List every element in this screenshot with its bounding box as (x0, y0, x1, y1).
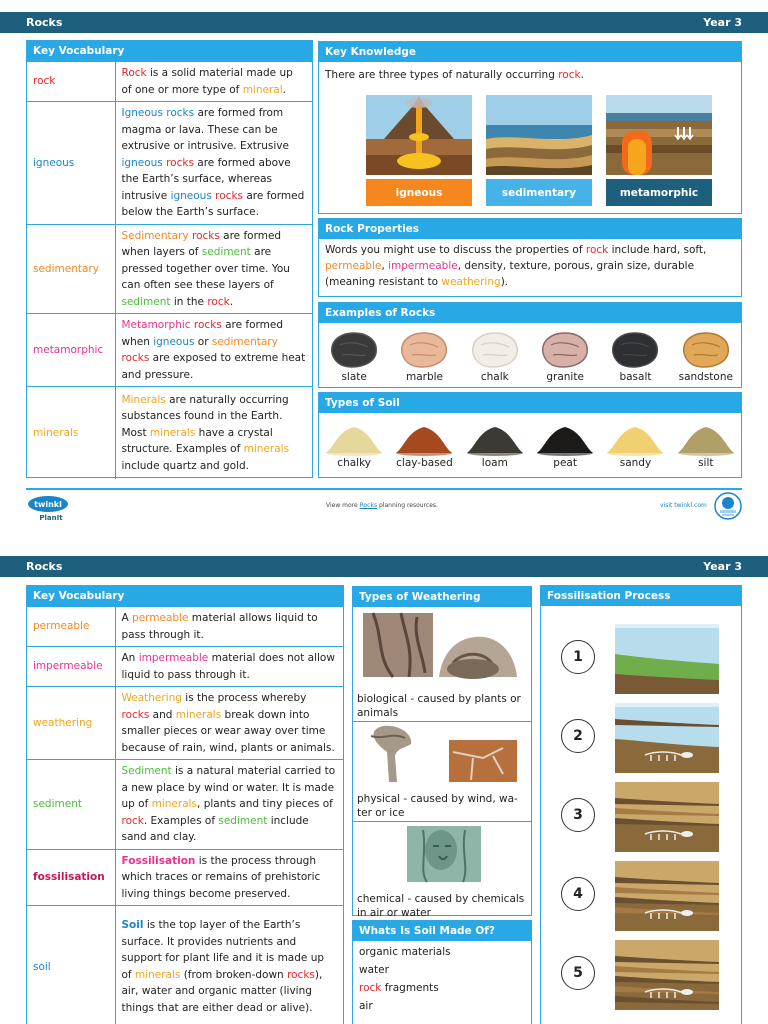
text-run: Weathering (121, 692, 182, 704)
text-run: . Examples of (143, 814, 219, 827)
key-knowledge-text (319, 62, 741, 88)
weathering-biological (353, 607, 531, 721)
text-run: rock (585, 244, 609, 256)
page1-footer (26, 488, 742, 524)
label-igneous: igneous (366, 179, 472, 206)
soil-type-chalky (324, 417, 384, 469)
vocab-definition (115, 607, 343, 647)
vocab-row (27, 607, 343, 647)
soil-type-label: loam (481, 457, 508, 469)
sedimentary-layers-image (486, 95, 592, 175)
soil-loam-icon (465, 417, 525, 457)
text-run: ), air, water and organic matter (living things that are either dead or alive). (121, 968, 323, 1014)
igneous-volcano-image (366, 95, 472, 175)
fossil-step-4 (541, 857, 741, 933)
examples-of-rocks-panel (318, 302, 742, 388)
logo-planit-text: PlanIt (39, 514, 63, 522)
text-run: sediment (218, 814, 268, 827)
vocab-term-metamorphic: metamorphic (27, 314, 115, 387)
fossil-step-number: 5 (561, 956, 595, 990)
vocab-table (27, 61, 312, 479)
rock-example-label: basalt (619, 371, 652, 383)
page1-banner (0, 12, 768, 33)
text-run: are formed above the Earth’s surface, whereas intrusive (121, 156, 291, 202)
text-run: Igneous rocks (121, 107, 195, 119)
rock-example-label: marble (405, 371, 443, 383)
types-of-weathering-panel (352, 586, 532, 919)
page1-key-vocabulary (26, 40, 313, 478)
rock-example-label: slate (341, 371, 367, 383)
rock-example-marble (394, 327, 454, 383)
text-run: are formed when (121, 319, 284, 348)
rock-example-granite (535, 327, 595, 383)
text-run: in the (170, 295, 208, 308)
text-run: minerals (175, 708, 222, 721)
fossil-step-5 (541, 936, 741, 1012)
rock-marble-icon (396, 327, 452, 371)
text-run: igneous (170, 189, 212, 202)
text-run: is the process whereby (181, 692, 307, 704)
soil-component (353, 961, 531, 979)
text-run: , (381, 260, 389, 272)
fossil-step-number: 1 (561, 640, 595, 674)
text-run: are formed when layers of (121, 229, 282, 258)
vocab-term-igneous: igneous (27, 102, 115, 225)
text-run: There are three types of naturally occurring (325, 69, 559, 81)
label-metamorphic: metamorphic (606, 179, 712, 206)
text-run: include sand and clay. (121, 814, 309, 843)
text-run: . (229, 295, 234, 308)
weathering-chemical (353, 821, 531, 919)
fossil-step-number: 3 (561, 798, 595, 832)
text-run: sediment (121, 295, 171, 308)
text-run: mineral (242, 83, 283, 96)
rock-example-slate (324, 327, 384, 383)
text-run: or (194, 335, 212, 348)
text-run: minerals (134, 968, 181, 981)
chemical-weathering-image (353, 822, 531, 886)
rock-example-chalk (465, 327, 525, 383)
metamorphic-heat-image (606, 95, 712, 175)
text-run: include quartz and gold. (121, 459, 250, 472)
page1-year: Year 3 (703, 16, 742, 29)
fossil-step-image (615, 782, 719, 852)
vocab-row (27, 687, 343, 760)
types-of-soil-panel (318, 392, 742, 478)
vocab-row (27, 647, 343, 687)
soil-type-label: clay-based (396, 457, 453, 469)
examples-of-rocks-header: Examples of Rocks (319, 303, 741, 323)
text-run: sediment (201, 246, 251, 258)
text-run: are formed below the Earth’s surface. (121, 189, 305, 218)
soil-type-silt (676, 417, 736, 469)
text-run: air (359, 1000, 373, 1012)
types-of-soil-header: Types of Soil (319, 393, 741, 413)
fossil-step-number: 2 (561, 719, 595, 753)
fossil-step-3 (541, 778, 741, 854)
page2-key-vocabulary (26, 585, 344, 1024)
vocab-definition (115, 62, 312, 102)
weathering-text-chemical: chemical - caused by chemicals in air or water (357, 893, 525, 919)
soil-type-clay-based (394, 417, 454, 469)
text-run: is a natural material carried to a new place by wind or water. It is made up of (121, 765, 336, 810)
text-run: rocks (191, 229, 220, 242)
fossil-step-image (615, 861, 719, 931)
text-run: Sediment (121, 765, 172, 777)
label-sedimentary: sedimentary (486, 179, 592, 206)
view-more-suffix: planning resources. (377, 502, 438, 509)
vocab-term-soil: soil (27, 906, 115, 1024)
text-run: Metamorphic (121, 319, 191, 331)
physical-weathering-image (353, 722, 531, 786)
vocab-term-permeable: permeable (27, 607, 115, 647)
text-run: rocks (215, 189, 243, 202)
rock-type-sedimentary (486, 95, 592, 206)
view-more-text (326, 502, 438, 509)
text-run: rock (359, 982, 382, 994)
vocab-row (27, 314, 312, 387)
vocab-definition (115, 760, 343, 850)
page2-title: Rocks (26, 560, 63, 573)
text-run: . (580, 69, 584, 81)
vocab-definition (115, 314, 312, 387)
key-vocabulary-header-2: Key Vocabulary (27, 586, 343, 606)
text-run: impermeable (388, 260, 458, 272)
visit-twinkl-link[interactable]: visit twinkl.com (660, 502, 707, 509)
text-run: water (359, 964, 389, 976)
key-vocabulary-header: Key Vocabulary (27, 41, 312, 61)
soil-component (353, 979, 531, 997)
rock-examples-list (319, 323, 741, 383)
view-more-prefix: View more (326, 502, 360, 509)
text-run: are exposed to extreme heat and pressure. (121, 352, 306, 381)
vocab-definition (115, 224, 312, 314)
text-run: (from broken-down (180, 968, 288, 981)
soil-made-of-header: Whats Is Soil Made Of? (353, 921, 531, 941)
twinkl-planit-logo[interactable] (26, 494, 70, 522)
text-run: fragments (381, 982, 439, 994)
text-run: is a solid material made up of one or more type of (121, 67, 293, 96)
rock-slate-icon (326, 327, 382, 371)
vocab-row (27, 62, 312, 102)
text-run: is the process through which traces or remains of prehistoric living things become preserved. (121, 854, 321, 900)
soil-clay-based-icon (394, 417, 454, 457)
soil-type-loam (465, 417, 525, 469)
text-run: is the top layer of the Earth’s surface. It provides nutrients and support for plant life and it is made up of (121, 919, 325, 981)
fossilisation-process-header: Fossilisation Process (541, 586, 741, 606)
vocab-definition (115, 102, 312, 225)
logo-twinkl-text: twinkl (34, 500, 62, 509)
soil-chalky-icon (324, 417, 384, 457)
soil-types-list (319, 413, 741, 469)
text-run: rock (207, 295, 230, 308)
vocab-row (27, 387, 312, 479)
vocab-term-rock: rock (27, 62, 115, 102)
text-run: Sedimentary (121, 229, 189, 242)
text-run: , plants and tiny pieces of (197, 798, 333, 810)
soil-peat-icon (535, 417, 595, 457)
rock-type-igneous (366, 95, 472, 206)
vocab-row (27, 102, 312, 225)
vocab-term-fossilisation: fossilisation (27, 849, 115, 906)
fossil-step-image (615, 940, 719, 1010)
vocab-term-sediment: sediment (27, 760, 115, 850)
text-run: impermeable (138, 652, 209, 664)
soil-component (353, 943, 531, 961)
quality-badge-icon (714, 492, 742, 520)
view-more-link[interactable]: Rocks (359, 502, 378, 509)
text-run: are formed from magma or lava. These can be extrusive or intrusive. Extrusive (121, 107, 289, 152)
page1-title: Rocks (26, 16, 63, 29)
soil-type-label: peat (553, 457, 577, 469)
soil-type-label: sandy (619, 457, 652, 469)
page2-year: Year 3 (703, 560, 742, 573)
rock-basalt-icon (607, 327, 663, 371)
text-run: minerals (243, 443, 290, 455)
rock-example-basalt (605, 327, 665, 383)
vocab-row (27, 224, 312, 314)
vocab-definition (115, 849, 343, 906)
vocab-definition (115, 906, 343, 1024)
text-run: material does not allow liquid to pass through it. (121, 652, 335, 681)
text-run: weathering (441, 276, 501, 288)
vocab-term-weathering: weathering (27, 687, 115, 760)
rock-example-sandstone (676, 327, 736, 383)
vocab-row (27, 906, 343, 1024)
text-run: permeable (132, 612, 189, 624)
fossil-step-image (615, 624, 719, 694)
text-run: sedimentary (211, 335, 278, 348)
vocab-row (27, 760, 343, 850)
text-run: Soil (121, 919, 144, 932)
rock-example-label: chalk (480, 371, 509, 383)
soil-sandy-icon (605, 417, 665, 457)
fossil-step-number: 4 (561, 877, 595, 911)
soil-type-label: chalky (337, 457, 371, 469)
vocab-term-impermeable: impermeable (27, 647, 115, 687)
text-run: have a crystal structure. Examples of (121, 426, 273, 455)
rock-granite-icon (537, 327, 593, 371)
text-run: igneous (153, 335, 195, 348)
soil-silt-icon (676, 417, 736, 457)
fossil-step-1 (541, 620, 741, 696)
text-run: break down into smaller pieces or wear away over time because of rain, wind, plants or animals. (121, 708, 335, 754)
rock-type-metamorphic (606, 95, 712, 206)
rock-properties-panel (318, 218, 742, 297)
vocab-definition (115, 687, 343, 760)
page2-banner (0, 556, 768, 577)
soil-made-of-panel (352, 920, 532, 1024)
text-run: are pressed together over time. You can often see these layers of (121, 246, 290, 291)
weathering-text-biological: biological - caused by plants or animals (357, 693, 521, 719)
text-run: , density, texture, porous, grain size, durable (meaning resistant to (325, 260, 695, 288)
rock-sandstone-icon (678, 327, 734, 371)
text-run: minerals (149, 426, 196, 439)
text-run: Minerals (121, 393, 166, 406)
text-run: rocks (166, 156, 194, 169)
soil-components-list (353, 941, 531, 1015)
text-run: . (282, 83, 286, 96)
text-run: Words you might use to discuss the properties of (325, 244, 586, 256)
rock-properties-text (319, 239, 741, 295)
text-run: A (121, 612, 133, 624)
soil-type-peat (535, 417, 595, 469)
soil-component (353, 997, 531, 1015)
biological-weathering-image (353, 607, 531, 687)
types-of-weathering-header: Types of Weathering (353, 587, 531, 607)
fossilisation-process-panel (540, 585, 742, 1024)
text-run: and (149, 708, 176, 721)
text-run: rocks (121, 352, 150, 364)
vocab-definition (115, 387, 312, 479)
text-run: rocks (287, 968, 315, 981)
text-run: organic materials (359, 946, 451, 958)
vocab-row (27, 849, 343, 906)
fossil-step-image (615, 703, 719, 773)
vocab-term-minerals: minerals (27, 387, 115, 479)
text-run: An (121, 652, 139, 664)
text-run: permeable (325, 260, 382, 272)
text-run: minerals (151, 798, 198, 810)
key-knowledge-header: Key Knowledge (319, 42, 741, 62)
fossil-step-2 (541, 699, 741, 775)
vocab-table-2 (27, 606, 343, 1024)
rock-example-label: granite (546, 371, 584, 383)
text-run: rock (558, 69, 581, 81)
text-run: rocks (121, 708, 150, 721)
weathering-text-physical: physical - caused by wind, wa-ter or ice (357, 793, 518, 819)
soil-type-sandy (605, 417, 665, 469)
text-run: Rock (121, 67, 147, 79)
text-run: igneous (121, 156, 163, 169)
weathering-physical (353, 721, 531, 821)
rock-chalk-icon (467, 327, 523, 371)
rock-example-label: sandstone (678, 371, 733, 383)
text-run: are naturally occurring substances found in the Earth. Most (121, 393, 289, 439)
text-run: Fossilisation (121, 854, 196, 867)
text-run: material allows liquid to pass through it. (121, 612, 318, 641)
soil-type-label: silt (698, 457, 714, 469)
vocab-definition (115, 647, 343, 687)
text-run: rocks (193, 319, 222, 331)
vocab-term-sedimentary: sedimentary (27, 224, 115, 314)
text-run: include hard, soft, (608, 244, 707, 256)
text-run: ). (500, 276, 509, 288)
rock-properties-header: Rock Properties (319, 219, 741, 239)
text-run: rock (121, 814, 144, 827)
